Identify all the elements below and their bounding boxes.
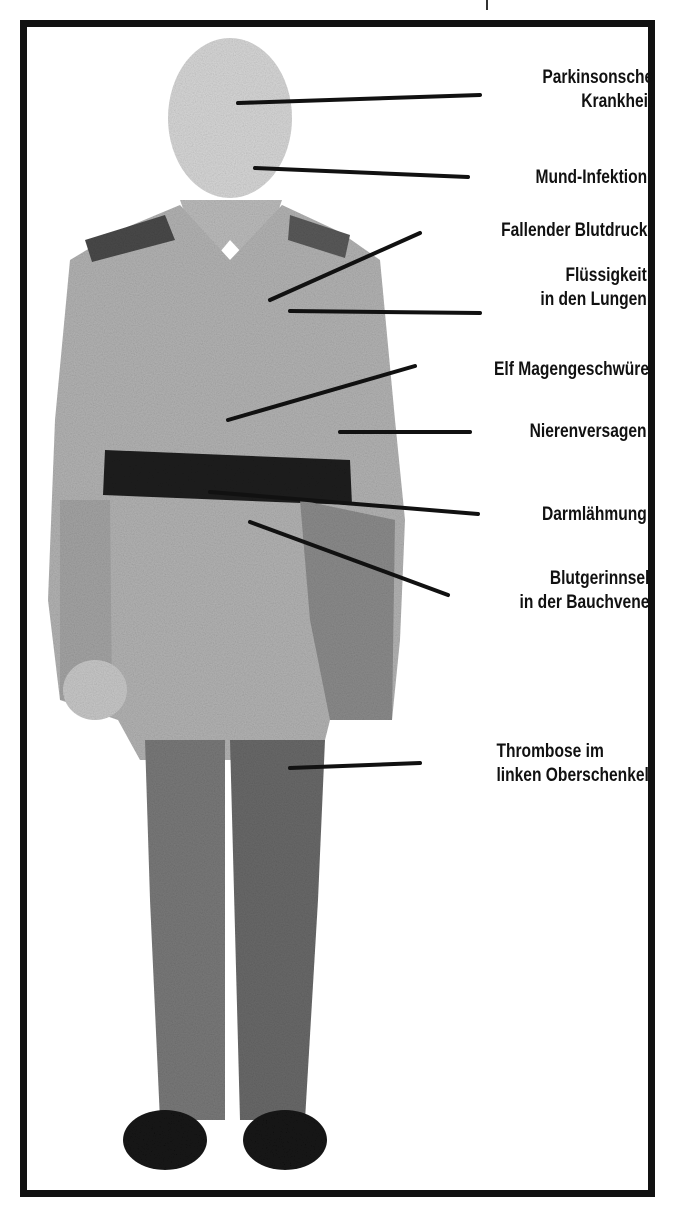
label-blutdruck-line-1: Fallender Blutdruck [500,220,647,241]
head [168,38,292,198]
label-parkinson [542,66,653,114]
label-nieren [530,420,647,444]
label-thrombose-line-2: linken Oberschenkel [496,765,649,786]
label-thrombose [497,740,649,788]
label-lungen-line-1: Flüssigkeit [565,265,647,286]
trousers-left-leg [145,740,225,1120]
label-parkinson-line-1: Parkinsonsche [542,67,653,88]
label-blutdruck [501,219,647,243]
standing-man-figure [48,38,405,1170]
label-mund [535,166,647,190]
label-blutgerinnsel [519,567,649,615]
label-lungen [541,264,647,312]
label-darm [542,503,647,527]
leader-mund [255,168,468,177]
label-mund-line-1: Mund-Infektion [535,167,647,188]
left-hand [63,660,127,720]
label-blutgerinnsel-line-1: Blutgerinnsel [549,568,649,589]
trousers-right-leg [230,740,325,1120]
label-darm-line-1: Darmlähmung [542,504,647,525]
label-blutgerinnsel-line-2: in der Bauchvene [519,592,649,613]
label-parkinson-line-2: Krankheit [581,91,653,112]
label-lungen-line-2: in den Lungen [540,289,647,310]
right-shoe [243,1110,327,1170]
label-thrombose-line-1: Thrombose im [496,741,604,762]
label-magen [494,358,649,382]
left-shoe [123,1110,207,1170]
label-nieren-line-1: Nierenversagen [530,421,647,442]
label-magen-line-1: Elf Magengeschwüre [494,359,649,380]
leader-lungen [290,311,480,313]
